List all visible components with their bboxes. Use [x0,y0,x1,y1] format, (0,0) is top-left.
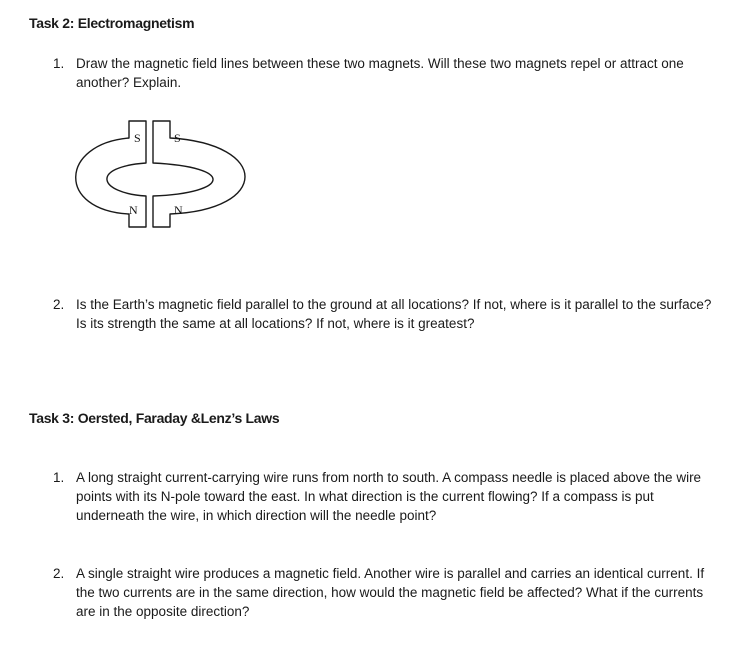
question-text: Is the Earth’s magnetic field parallel to the ground at all locations? If not, where is it parallel to the surface? Is its strength the same at all locations? If not, where is it greatest? [76,297,712,331]
left-magnet-top-pole: S [134,131,141,145]
task3-heading: Task 3: Oersted, Faraday &Lenz’s Laws [29,410,280,426]
question-number: 2. [53,297,65,312]
task2-question-2 [53,295,713,333]
task2-question-1 [53,54,713,92]
left-magnet-bottom-pole: N [129,203,138,217]
task3-question-2 [53,564,713,621]
question-text: A single straight wire produces a magnetic field. Another wire is parallel and carries an identical current. If the two currents are in the same direction, how would the magnetic field be affected? What if the currents are in the opposite direction? [76,566,705,619]
task3-question-1 [53,468,713,525]
left-horseshoe-magnet [76,121,146,227]
question-number: 1. [53,56,65,71]
right-horseshoe-magnet [153,121,245,227]
right-magnet-top-pole: S [174,131,181,145]
question-text: A long straight current-carrying wire runs from north to south. A compass needle is placed above the wire points with its N-pole toward the east. In what direction is the current flowing? If a compass is put underneath the wire, in which direction will the needle point? [76,470,702,523]
question-number: 1. [53,470,65,485]
horseshoe-magnets-diagram [58,116,270,232]
right-magnet-bottom-pole: N [174,203,183,217]
task2-heading: Task 2: Electromagnetism [29,15,195,31]
question-number: 2. [53,566,65,581]
question-text: Draw the magnetic field lines between these two magnets. Will these two magnets repel or attract one another? Explain. [76,56,684,90]
